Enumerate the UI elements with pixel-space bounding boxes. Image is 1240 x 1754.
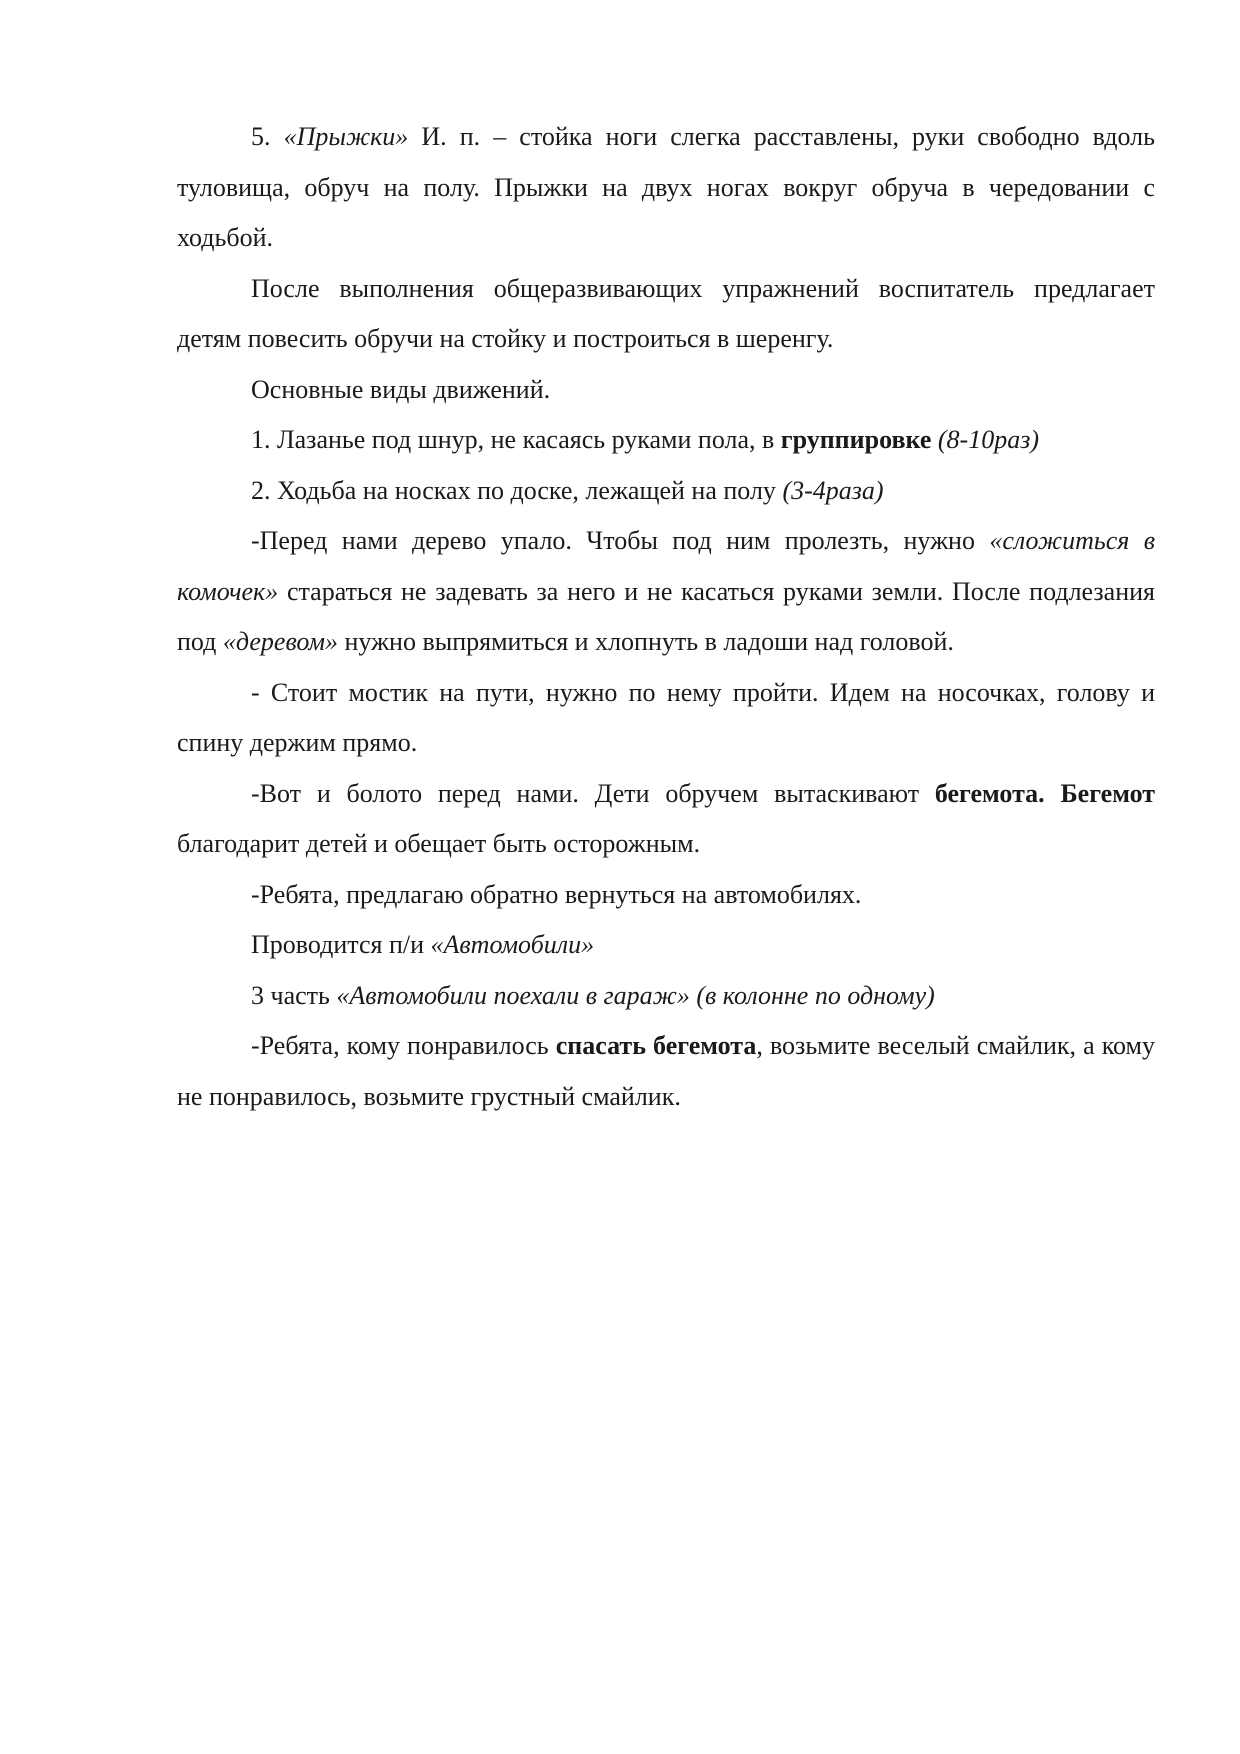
text-run: Основные виды движений. bbox=[251, 374, 551, 404]
paragraph-crawling bbox=[177, 415, 1155, 466]
text-run: 1. Лазанье под шнур, не касаясь руками пола, в bbox=[251, 425, 781, 454]
text-run: нужно выпрямиться и хлопнуть в ладоши над головой. bbox=[338, 627, 954, 656]
paragraph-game bbox=[177, 920, 1155, 971]
text-run: 2. Ходьба на носках по доске, лежащей на полу bbox=[251, 475, 783, 505]
text-run-italic: «Прыжки» bbox=[283, 122, 409, 151]
paragraph-walking bbox=[177, 466, 1155, 517]
text-run-italic: «Автомобили поехали в гараж» (в колонне по одному) bbox=[336, 980, 935, 1010]
text-run: -Вот и болото перед нами. Дети обручем вытаскивают bbox=[251, 778, 935, 808]
text-run-bold: группировке bbox=[780, 425, 932, 454]
text-run-italic: «Автомобили» bbox=[430, 930, 595, 959]
text-run: Проводится п/и bbox=[251, 930, 431, 959]
paragraph-jumps bbox=[177, 112, 1155, 264]
text-run: После выполнения общеразвивающих упражнений воспитатель предлагает детям повесить обручи на стойку и построиться в шеренгу. bbox=[177, 273, 1155, 353]
text-run: -Ребята, предлагаю обратно вернуться на автомобилях. bbox=[251, 879, 862, 909]
text-run: И. п. – стойка ноги слегка расставлены, руки свободно вдоль туловища, обруч на полу. Прыжки на двух ногах вокруг обруча в чередовании с ходьбой. bbox=[177, 122, 1155, 252]
paragraph-swamp bbox=[177, 769, 1155, 870]
text-run: 5. bbox=[251, 122, 284, 151]
text-run: , возьмите веселый смайлик, а кому не понравилось, возьмите грустный смайлик. bbox=[177, 1031, 1155, 1111]
paragraph-return bbox=[177, 870, 1155, 921]
text-run: -Ребята, кому понравилось bbox=[251, 1031, 556, 1060]
text-run-italic: (8-10раз) bbox=[937, 425, 1039, 454]
text-run: стараться не задевать за него и не касаться руками земли. После подлезания под bbox=[177, 576, 1155, 656]
text-run: 3 часть bbox=[251, 980, 337, 1010]
text-run-bold: бегемота. Бегемот bbox=[934, 778, 1156, 808]
text-run: - Стоит мостик на пути, нужно по нему пройти. Идем на носочках, голову и спину держим прямо. bbox=[177, 677, 1155, 757]
paragraph-after-exercises bbox=[177, 264, 1155, 365]
text-run-italic: (3-4раза) bbox=[782, 475, 884, 505]
text-run: благодарит детей и обещает быть осторожным. bbox=[177, 829, 701, 858]
text-run-bold: спасать бегемота bbox=[555, 1031, 757, 1060]
text-run-italic: «сложиться в комочек» bbox=[177, 526, 1155, 606]
paragraph-bridge bbox=[177, 668, 1155, 769]
text-run: -Перед нами дерево упало. Чтобы под ним пролезть, нужно bbox=[251, 526, 990, 555]
paragraph-part-three bbox=[177, 971, 1155, 1022]
paragraph-reflection bbox=[177, 1021, 1155, 1122]
paragraph-main-movements bbox=[177, 365, 1155, 416]
paragraph-tree bbox=[177, 516, 1155, 668]
document-body bbox=[177, 112, 1155, 1122]
text-run-italic: «деревом» bbox=[222, 627, 339, 656]
